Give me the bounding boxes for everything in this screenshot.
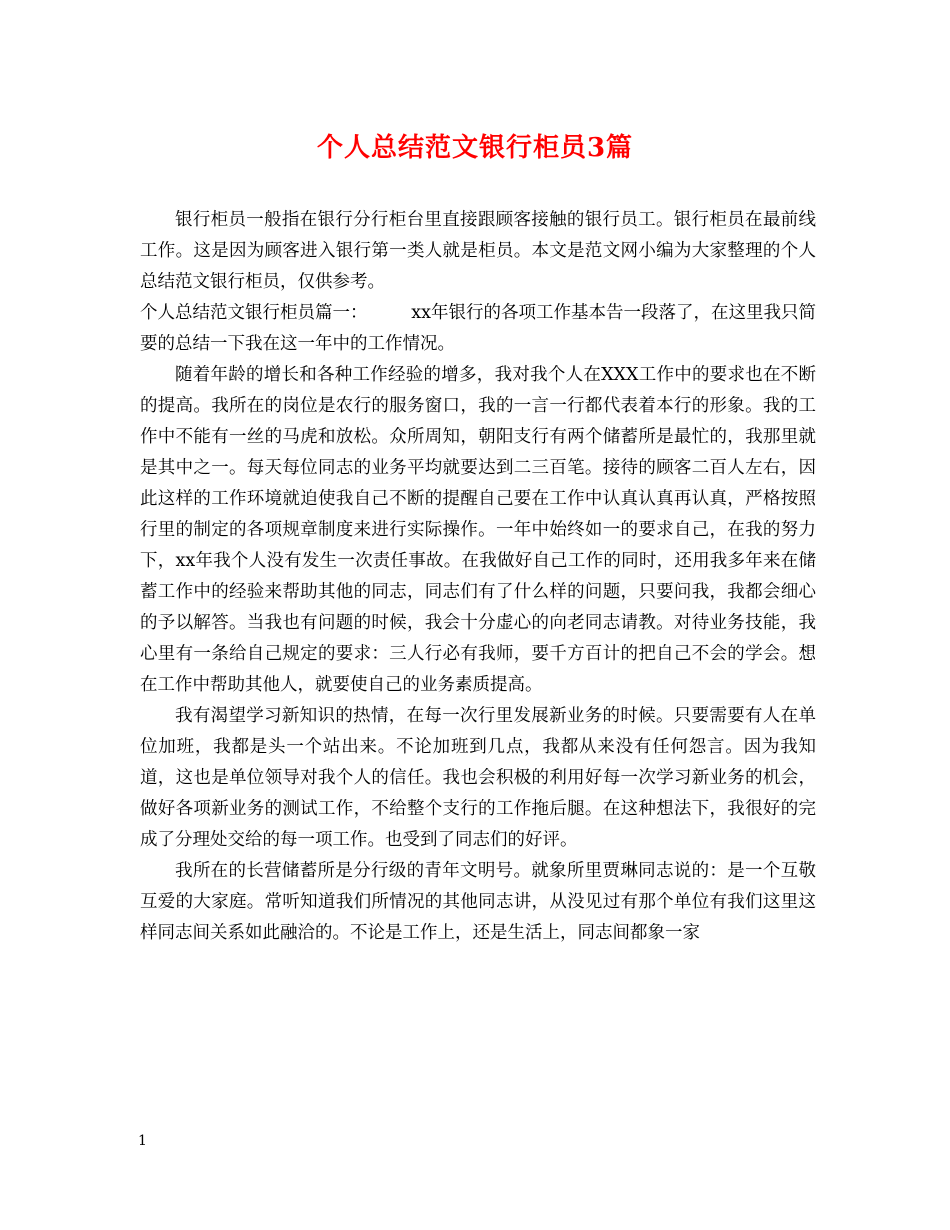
- section-heading-paragraph: 个人总结范文银行柜员篇一： xx年银行的各项工作基本告一段落了，在这里我只简要的总结一下我在这一年中的工作情况。: [140, 303, 816, 354]
- page-number: 1: [138, 1133, 147, 1149]
- body-paragraph: 我有渴望学习新知识的热情，在每一次行里发展新业务的时候。只要需要有人在单位加班，我都是头一个站出来。不论加班到几点，我都从来没有任何怨言。因为我知道，这也是单位领导对我个人的信任。我也会积极的利用好每一次学习新业务的机会，做好各项新业务的测试工作，不给整个支行的工作拖后腿。在这种想法下，我很好的完成了分理处交给的每一项工作。也受到了同志们的好评。: [140, 706, 816, 850]
- document-body: [140, 205, 816, 949]
- body-paragraph: 随着年龄的增长和各种工作经验的增多，我对我个人在XXX工作中的要求也在不断的提高。我所在的岗位是农行的服务窗口，我的一言一行都代表着本行的形象。我的工作中不能有一丝的马虎和放松。众所周知，朝阳支行有两个储蓄所是最忙的，我那里就是其中之一。每天每位同志的业务平均就要达到二三百笔。接待的顾客二百人左右，因此这样的工作环境就迫使我自己不断的提醒自己要在工作中认真认真再认真，严格按照行里的制定的各项规章制度来进行实际操作。一年中始终如一的要求自己，在我的努力下，xx年我个人没有发生一次责任事故。在我做好自己工作的同时，还用我多年来在储蓄工作中的经验来帮助其他的同志，同志们有了什么样的问题，只要问我，我都会细心的予以解答。当我也有问题的时候，我会十分虚心的向老同志请教。对待业务技能，我心里有一条给自己规定的要求：三人行必有我师，要千方百计的把自己不会的学会。想在工作中帮助其他人，就要使自己的业务素质提高。: [140, 365, 816, 695]
- document-title: 个人总结范文银行柜员3篇: [316, 133, 634, 163]
- intro-paragraph: 银行柜员一般指在银行分行柜台里直接跟顾客接触的银行员工。银行柜员在最前线工作。这是因为顾客进入银行第一类人就是柜员。本文是范文网小编为大家整理的个人总结范文银行柜员，仅供参考。: [140, 210, 816, 292]
- body-paragraph: 我所在的长营储蓄所是分行级的青年文明号。就象所里贾琳同志说的：是一个互敬互爱的大家庭。常听知道我们所情况的其他同志讲，从没见过有那个单位有我们这里这样同志间关系如此融洽的。不论是工作上，还是生活上，同志间都象一家: [140, 861, 816, 943]
